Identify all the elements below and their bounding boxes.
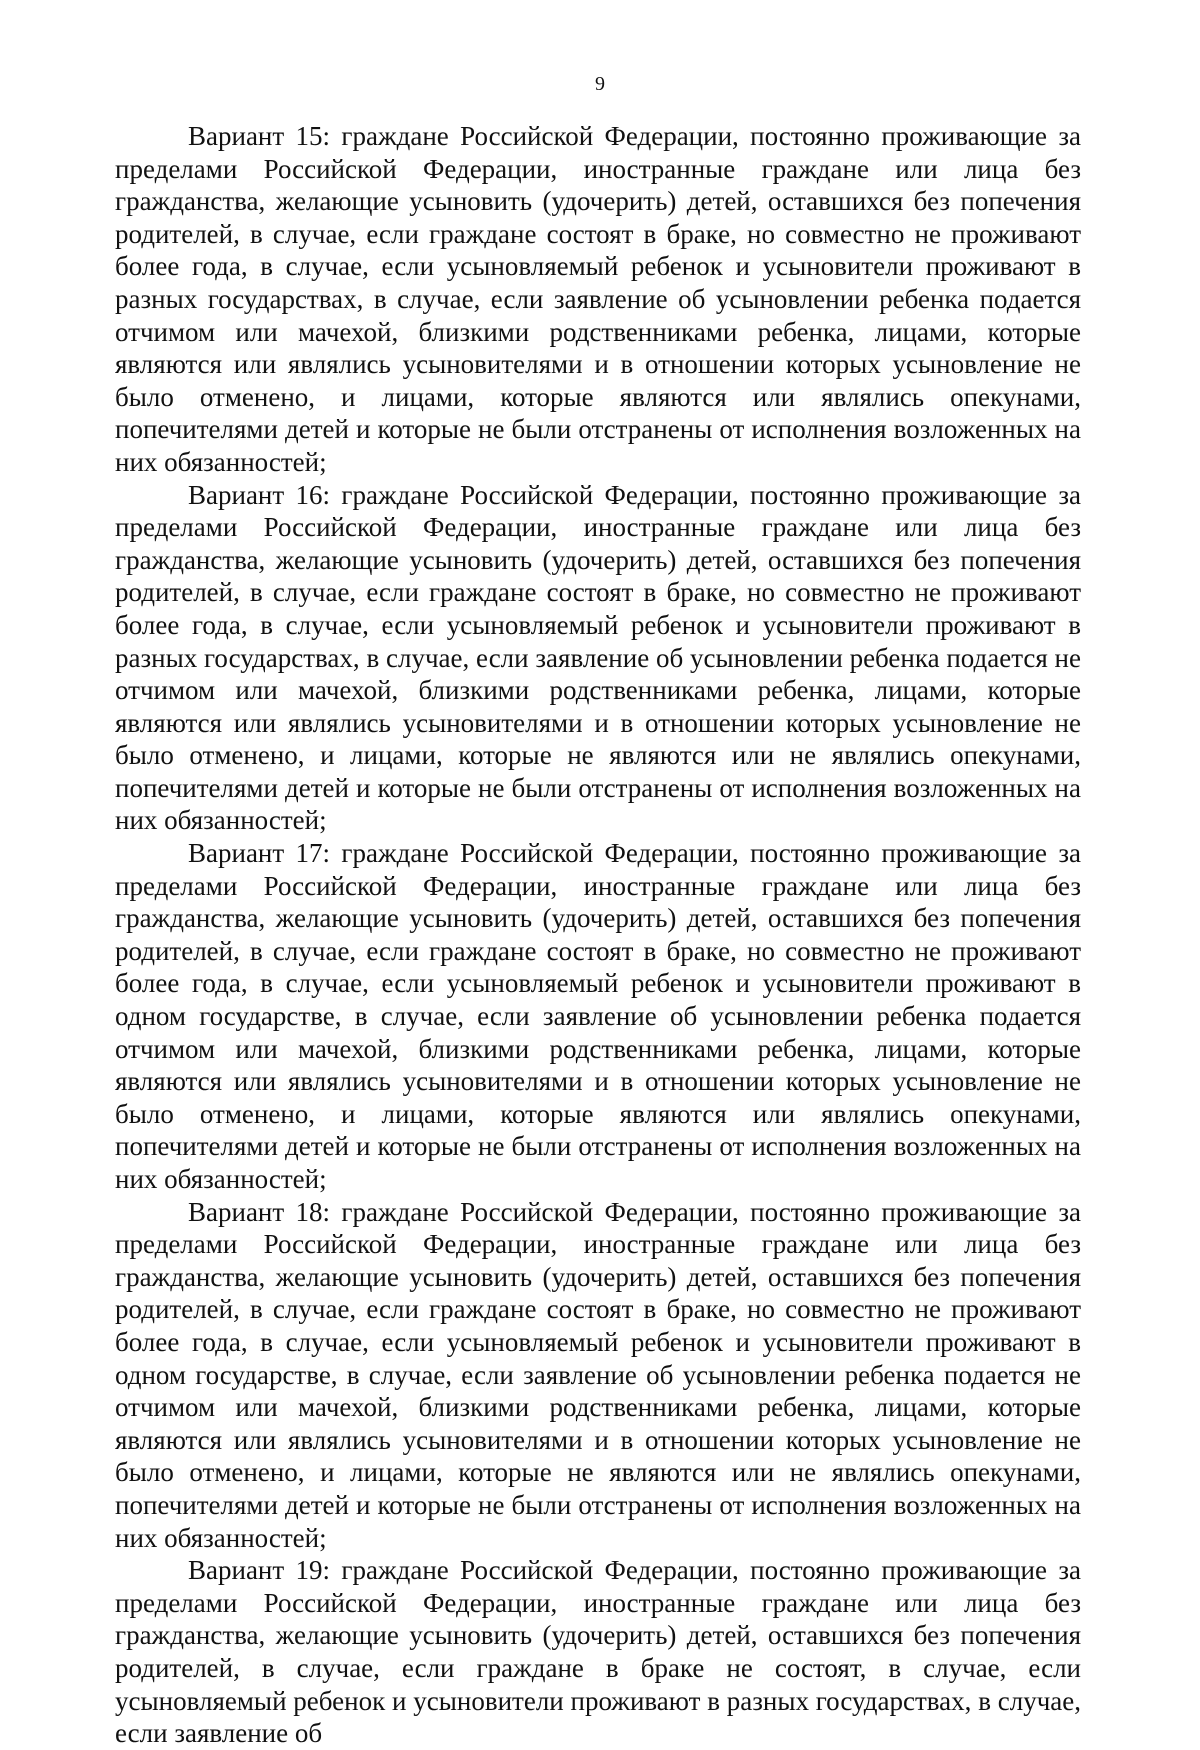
paragraph-variant-19: Вариант 19: граждане Российской Федерации, постоянно проживающие за пределами Российской Федерации, иностранные граждане или лица без гражданства, желающие усыновить (удочерить) детей, оставшихся без попечения родителей, в случае, если граждане в браке не состоят, в случае, если усыновляемый ребенок и усыновители проживают в разных государствах, в случае, если заявление об (115, 1555, 1081, 1749)
paragraph-variant-18: Вариант 18: граждане Российской Федерации, постоянно проживающие за пределами Российской Федерации, иностранные граждане или лица без гражданства, желающие усыновить (удочерить) детей, оставшихся без попечения родителей, в случае, если граждане состоят в браке, но совместно не проживают более года, в случае, если усыновляемый ребенок и усыновители проживают в одном государстве, в случае, если заявление об усыновлении ребенка подается не отчимом или мачехой, близкими родственниками ребенка, лицами, которые являются или являлись усыновителями и в отношении которых усыновление не было отменено, и лицами, которые не являются или не являлись опекунами, попечителями детей и которые не были отстранены от исполнения возложенных на них обязанностей; (115, 1196, 1081, 1553)
paragraph-variant-17: Вариант 17: граждане Российской Федерации, постоянно проживающие за пределами Российской Федерации, иностранные граждане или лица без гражданства, желающие усыновить (удочерить) детей, оставшихся без попечения родителей, в случае, если граждане состоят в браке, но совместно не проживают более года, в случае, если усыновляемый ребенок и усыновители проживают в одном государстве, в случае, если заявление об усыновлении ребенка подается отчимом или мачехой, близкими родственниками ребенка, лицами, которые являются или являлись усыновителями и в отношении которых усыновление не было отменено, и лицами, которые являются или являлись опекунами, попечителями детей и которые не были отстранены от исполнения возложенных на них обязанностей; (115, 838, 1081, 1194)
document-body (115, 120, 1081, 1750)
paragraph-variant-15: Вариант 15: граждане Российской Федерации, постоянно проживающие за пределами Российской Федерации, иностранные граждане или лица без гражданства, желающие усыновить (удочерить) детей, оставшихся без попечения родителей, в случае, если граждане состоят в браке, но совместно не проживают более года, в случае, если усыновляемый ребенок и усыновители проживают в разных государствах, в случае, если заявление об усыновлении ребенка подается отчимом или мачехой, близкими родственниками ребенка, лицами, которые являются или являлись усыновителями и в отношении которых усыновление не было отменено, и лицами, которые являются или являлись опекунами, попечителями детей и которые не были отстранены от исполнения возложенных на них обязанностей; (115, 121, 1081, 477)
paragraph-variant-16: Вариант 16: граждане Российской Федерации, постоянно проживающие за пределами Российской Федерации, иностранные граждане или лица без гражданства, желающие усыновить (удочерить) детей, оставшихся без попечения родителей, в случае, если граждане состоят в браке, но совместно не проживают более года, в случае, если усыновляемый ребенок и усыновители проживают в разных государствах, в случае, если заявление об усыновлении ребенка подается не отчимом или мачехой, близкими родственниками ребенка, лицами, которые являются или являлись усыновителями и в отношении которых усыновление не было отменено, и лицами, которые не являются или не являлись опекунами, попечителями детей и которые не были отстранены от исполнения возложенных на них обязанностей; (115, 479, 1081, 836)
page-number: 9 (595, 73, 605, 95)
